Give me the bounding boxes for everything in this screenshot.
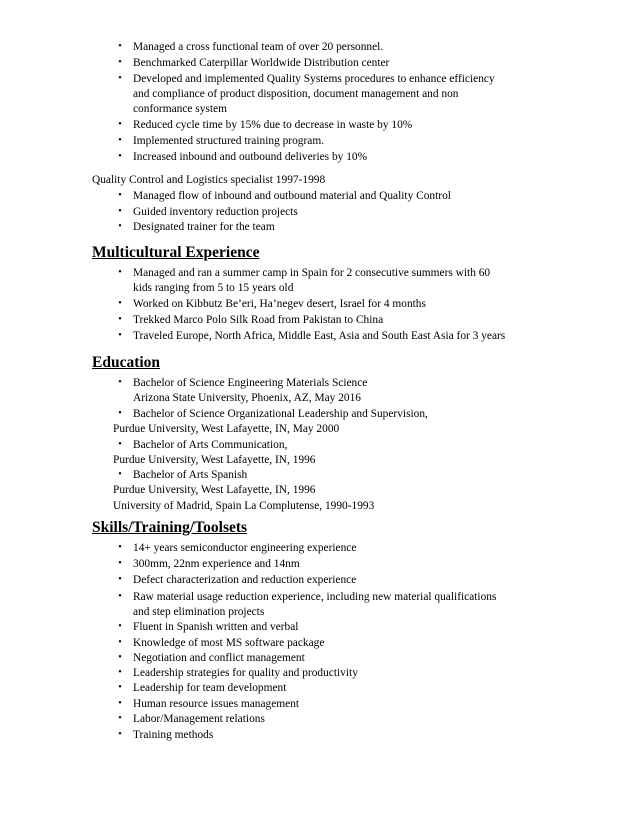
degree: Bachelor of Science Organizational Leadership and Supervision, bbox=[133, 408, 428, 420]
list-item-continuation: and step elimination projects bbox=[133, 606, 265, 618]
bullet-icon: • bbox=[118, 41, 122, 52]
list-item: Increased inbound and outbound deliveries by 10% bbox=[133, 151, 368, 163]
bullet-icon: • bbox=[118, 377, 122, 388]
bullet-icon: • bbox=[118, 469, 122, 480]
list-item: Traveled Europe, North Africa, Middle East, Asia and South East Asia for 3 years bbox=[133, 330, 506, 342]
list-item-continuation: conformance system bbox=[133, 103, 227, 115]
bullet-icon: • bbox=[118, 667, 122, 678]
bullet-icon: • bbox=[118, 206, 122, 217]
list-item: Training methods bbox=[133, 729, 214, 741]
list-item: Benchmarked Caterpillar Worldwide Distribution center bbox=[133, 57, 390, 69]
list-item: 14+ years semiconductor engineering experience bbox=[133, 542, 357, 554]
bullet-icon: • bbox=[118, 682, 122, 693]
list-item: Leadership for team development bbox=[133, 682, 287, 694]
school: University of Madrid, Spain La Complutense, 1990-1993 bbox=[113, 500, 375, 512]
bullet-icon: • bbox=[118, 591, 122, 602]
bullet-icon: • bbox=[118, 637, 122, 648]
list-item: Leadership strategies for quality and productivity bbox=[133, 667, 358, 679]
bullet-icon: • bbox=[118, 408, 122, 419]
bullet-icon: • bbox=[118, 314, 122, 325]
school: Purdue University, West Lafayette, IN, 1996 bbox=[113, 484, 316, 496]
list-item: Defect characterization and reduction experience bbox=[133, 574, 357, 586]
list-item: Worked on Kibbutz Be’eri, Ha’negev desert, Israel for 4 months bbox=[133, 298, 426, 310]
degree: Bachelor of Arts Communication, bbox=[133, 439, 288, 451]
list-item: Developed and implemented Quality Systems procedures to enhance efficiency bbox=[133, 73, 495, 85]
school: Arizona State University, Phoenix, AZ, May 2016 bbox=[133, 392, 361, 404]
bullet-icon: • bbox=[118, 713, 122, 724]
list-item: Labor/Management relations bbox=[133, 713, 265, 725]
bullet-icon: • bbox=[118, 267, 122, 278]
list-item-continuation: kids ranging from 5 to 15 years old bbox=[133, 282, 294, 294]
degree: Bachelor of Arts Spanish bbox=[133, 469, 248, 481]
bullet-icon: • bbox=[118, 221, 122, 232]
job-title: Quality Control and Logistics specialist 1997-1998 bbox=[92, 174, 326, 186]
list-item-continuation: and compliance of product disposition, document management and non bbox=[133, 88, 459, 100]
bullet-icon: • bbox=[118, 135, 122, 146]
bullet-icon: • bbox=[118, 574, 122, 585]
list-item: Managed flow of inbound and outbound material and Quality Control bbox=[133, 190, 451, 202]
bullet-icon: • bbox=[118, 621, 122, 632]
bullet-icon: • bbox=[118, 330, 122, 341]
bullet-icon: • bbox=[118, 729, 122, 740]
list-item: Knowledge of most MS software package bbox=[133, 637, 325, 649]
list-item: Human resource issues management bbox=[133, 698, 300, 710]
bullet-icon: • bbox=[118, 298, 122, 309]
bullet-icon: • bbox=[118, 652, 122, 663]
list-item: Designated trainer for the team bbox=[133, 221, 275, 233]
section-heading-multicultural: Multicultural Experience bbox=[92, 244, 260, 261]
list-item: Managed and ran a summer camp in Spain for 2 consecutive summers with 60 bbox=[133, 267, 491, 279]
list-item: Implemented structured training program. bbox=[133, 135, 325, 147]
section-heading-education: Education bbox=[92, 354, 161, 371]
bullet-icon: • bbox=[118, 151, 122, 162]
school: Purdue University, West Lafayette, IN, 1996 bbox=[113, 454, 316, 466]
bullet-icon: • bbox=[118, 57, 122, 68]
list-item: Managed a cross functional team of over 20 personnel. bbox=[133, 41, 384, 53]
bullet-icon: • bbox=[118, 542, 122, 553]
bullet-icon: • bbox=[118, 439, 122, 450]
list-item: Reduced cycle time by 15% due to decrease in waste by 10% bbox=[133, 119, 413, 131]
bullet-icon: • bbox=[118, 119, 122, 130]
degree: Bachelor of Science Engineering Materials Science bbox=[133, 377, 368, 389]
list-item: Trekked Marco Polo Silk Road from Pakistan to China bbox=[133, 314, 384, 326]
bullet-icon: • bbox=[118, 190, 122, 201]
school: Purdue University, West Lafayette, IN, May 2000 bbox=[113, 423, 340, 435]
list-item: Negotiation and conflict management bbox=[133, 652, 305, 664]
bullet-icon: • bbox=[118, 558, 122, 569]
bullet-icon: • bbox=[118, 698, 122, 709]
list-item: Guided inventory reduction projects bbox=[133, 206, 298, 218]
list-item: 300mm, 22nm experience and 14nm bbox=[133, 558, 300, 570]
section-heading-skills: Skills/Training/Toolsets bbox=[92, 519, 248, 536]
list-item: Raw material usage reduction experience, including new material qualifications bbox=[133, 591, 497, 603]
list-item: Fluent in Spanish written and verbal bbox=[133, 621, 299, 633]
bullet-icon: • bbox=[118, 73, 122, 84]
